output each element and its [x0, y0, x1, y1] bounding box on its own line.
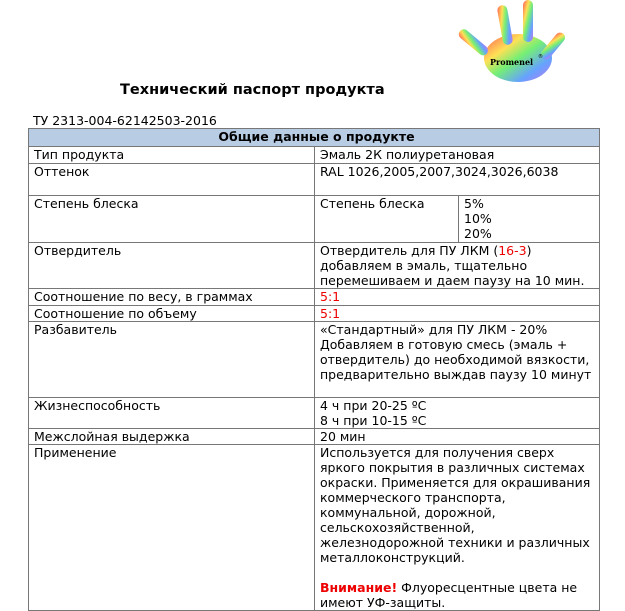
row-label: Тип продукта [29, 147, 315, 164]
row-value: Эмаль 2К полиуретановая [315, 147, 600, 164]
row-label: Разбавитель [29, 322, 315, 398]
gloss-value: 20% [464, 226, 492, 241]
tu-number: ТУ 2313-004-62142503-2016 [33, 113, 217, 128]
row-label: Соотношение по объему [29, 306, 315, 322]
gloss-value: 10% [464, 211, 492, 226]
row-label: Жизнеспособность [29, 398, 315, 429]
table-row [29, 243, 600, 289]
gloss-value: 5% [464, 196, 484, 211]
row-value: «Стандартный» для ПУ ЛКМ - 20% Добавляем в готовую смесь (эмаль + отвердитель) до необходимой вязкости, предварительно выждав паузу 10 минут [315, 322, 600, 398]
table-row [29, 164, 600, 196]
table-row [29, 445, 600, 611]
svg-text:Promenel: Promenel [490, 57, 534, 67]
row-value: Отвердитель для ПУ ЛКМ (16-3) добавляем в эмаль, тщательно перемешиваем и даем паузу на 10 мин. [315, 243, 600, 289]
row-label: Применение [29, 445, 315, 611]
row-value: 20 мин [315, 429, 600, 445]
row-value: Используется для получения сверх яркого покрытия в различных системах окраски. Применяется для окрашивания коммерческого транспорта, коммунальной, дорожной, сельскохозяйственной, железнодорожной техники и различных металлоконструкций. Внимание! Флуоресцентные цвета не имеют УФ-защиты. [315, 445, 600, 611]
row-value: 5:1 [315, 289, 600, 306]
table-header: Общие данные о продукте [29, 129, 600, 147]
row-value: 5:1 [315, 306, 600, 322]
row-label: Межслойная выдержка [29, 429, 315, 445]
row-label: Соотношение по весу, в граммах [29, 289, 315, 306]
row-label: Отвердитель [29, 243, 315, 289]
hardener-code: 16-3 [498, 243, 527, 258]
row-value: 4 ч при 20-25 ºС 8 ч при 10-15 ºС [315, 398, 600, 429]
product-data-table [28, 128, 600, 611]
svg-text:®: ® [538, 54, 543, 60]
row-value: RAL 1026,2005,2007,3024,3026,6038 [315, 164, 600, 196]
gloss-values [459, 196, 492, 242]
table-row [29, 196, 600, 243]
row-label: Оттенок [29, 164, 315, 196]
table-row [29, 147, 600, 164]
table-row [29, 398, 600, 429]
table-row [29, 322, 600, 398]
table-row [29, 289, 600, 306]
promenel-logo [448, 0, 584, 86]
row-label: Степень блеска [29, 196, 315, 243]
table-row [29, 429, 600, 445]
warning-label: Внимание! [320, 580, 398, 595]
page-title: Технический паспорт продукта [120, 82, 385, 98]
gloss-sublabel: Степень блеска [315, 196, 459, 242]
rainbow-hand-icon [448, 0, 584, 86]
table-row [29, 306, 600, 322]
